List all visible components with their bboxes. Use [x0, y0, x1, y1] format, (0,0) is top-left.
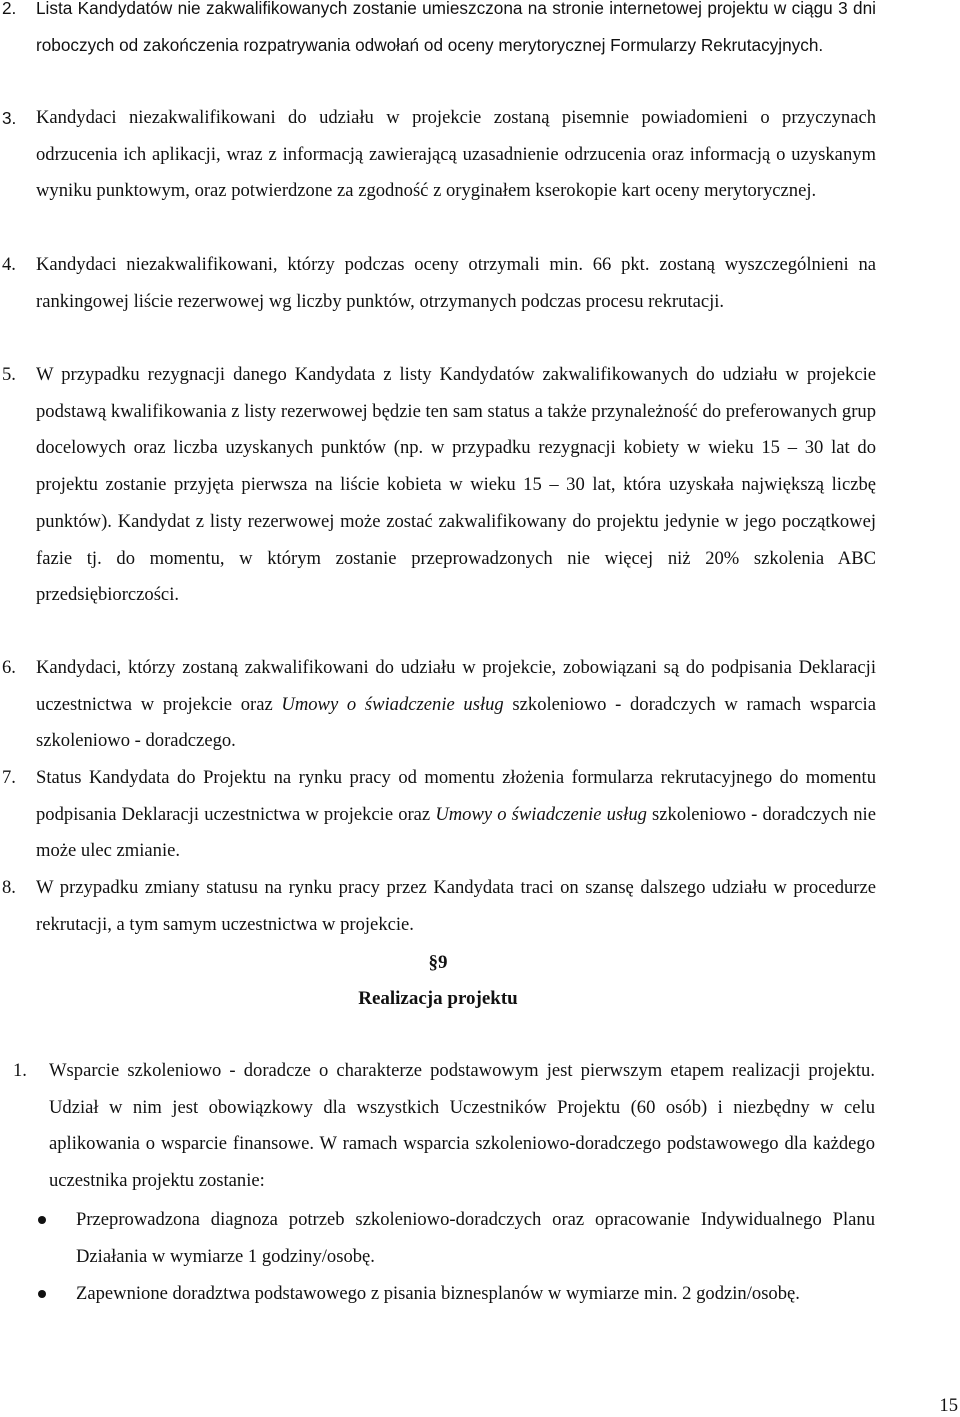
bullet-text: Zapewnione doradztwa podstawowego z pisania biznesplanów w wymiarze min. 2 godzin/osobę. [76, 1283, 800, 1304]
list-number: 3. [2, 108, 17, 128]
text-part: Status Kandydata do Projektu na rynku pracy od momentu złożenia formularza rekrutacyjnego do momentu podpisania Deklaracji uczestnictwa w projekcie oraz [36, 767, 876, 825]
section-title: Realizacja projektu [358, 988, 518, 1009]
list-number: 8. [2, 877, 16, 898]
list-number: 7. [2, 767, 16, 788]
list-number: 5. [2, 364, 16, 385]
bullet-text: Przeprowadzona diagnoza potrzeb szkoleniowo-doradczych oraz opracowanie Indywidualnego Planu Działania w wymiarze 1 godziny/osobę. [76, 1209, 875, 1267]
bullet-dot [38, 1290, 46, 1298]
list-text: Kandydaci niezakwalifikowani do udziału w projekcie zostaną pisemnie powiadomieni o przyczynach odrzucenia ich aplikacji, wraz z informacją zawierającą uzasadnienie odrzucenia oraz informacją o uzyskanym wyniku punktowym, oraz potwierdzone za zgodność z oryginałem kserokopie kart oceny merytorycznej. [36, 107, 876, 202]
list-number: 4. [2, 254, 16, 275]
list-text [36, 760, 876, 870]
contract-name: Umowy o świadczenie usług [281, 693, 504, 715]
section-symbol: §9 [428, 952, 448, 973]
text-part: szkoleniowo - doradczych w ramach wsparcia szkoleniowo - doradczego. [36, 693, 876, 752]
list-text: Kandydaci niezakwalifikowani, którzy podczas oceny otrzymali min. 66 pkt. zostaną wyszczególnieni na rankingowej liście rezerwowej wg liczby punktów, otrzymanych podczas procesu rekrutacji. [36, 254, 876, 312]
list-number: 2. [2, 0, 17, 18]
bullet-dot [38, 1216, 46, 1224]
list-text: W przypadku zmiany statusu na rynku pracy przez Kandydata traci on szansę dalszego udziału w procedurze rekrutacji, a tym samym uczestnictwa w projekcie. [36, 877, 876, 935]
list-text: W przypadku rezygnacji danego Kandydata z listy Kandydatów zakwalifikowanych do udziału w projekcie podstawą kwalifikowania z listy rezerwowej będzie ten sam status a także przynależność do preferowanych grup docelowych oraz liczba uzyskanych punktów (np. w przypadku rezygnacji kobiety w wieku 15 – 30 lat do projektu zostanie przyjęta pierwsza na liście kobieta w wieku 15 – 30 lat, która uzyskała największą liczbę punktów). Kandydat z listy rezerwowej może zostać zakwalifikowany do projektu jedynie w jego początkowej fazie tj. do momentu, w którym zostanie przeprowadzonych nie więcej niż 20% szkolenia ABC przedsiębiorczości. [36, 364, 876, 606]
list-text [36, 650, 876, 760]
page-number: 15 [939, 1395, 958, 1416]
list-number: 1. [13, 1060, 27, 1081]
list-text: Lista Kandydatów nie zakwalifikowanych zostanie umieszczona na stronie internetowej projektu w ciągu 3 dni roboczych od zakończenia rozpatrywania odwołań od oceny merytorycznej Formularzy Rekrutacyjnych. [36, 0, 876, 55]
text-part: Kandydaci, którzy zostaną zakwalifikowani do udziału w projekcie, zobowiązani są do podpisania Deklaracji uczestnictwa w projekcie oraz [36, 657, 876, 715]
contract-name: Umowy o świadczenie usług [435, 803, 647, 825]
list-number: 6. [2, 657, 16, 678]
list-text: Wsparcie szkoleniowo - doradcze o charakterze podstawowym jest pierwszym etapem realizacji projektu. Udział w nim jest obowiązkowy dla wszystkich Uczestników Projektu (60 osób) i niezbędny w celu aplikowania o wsparcie finansowe. W ramach wsparcia szkoleniowo-doradczego podstawowego dla każdego uczestnika projektu zostanie: [49, 1060, 875, 1192]
text-part: szkoleniowo - doradczych nie może ulec zmianie. [36, 803, 876, 862]
